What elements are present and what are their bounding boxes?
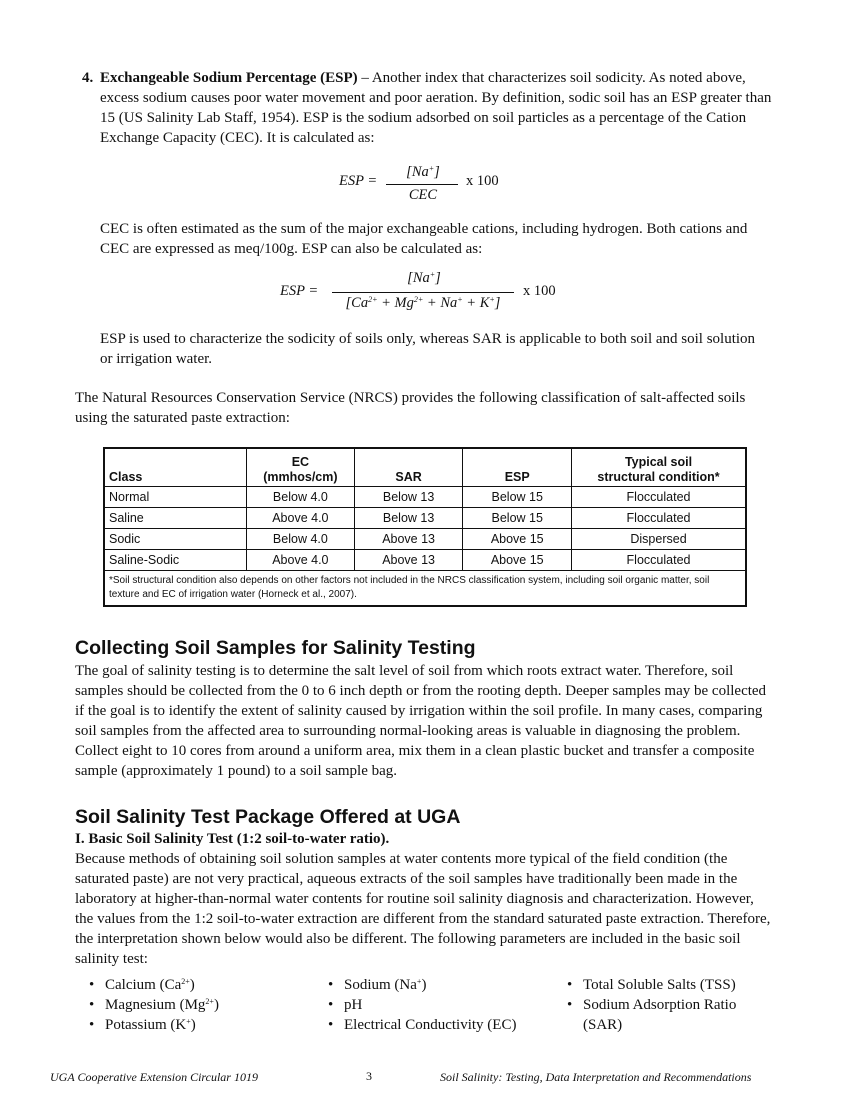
table-header-row <box>104 448 746 487</box>
equation-denominator: $[Ca^{2+} + Mg^{2+} + Na^+ + K^+]$ <box>345 295 501 311</box>
column-header: EC (mmhos/cm) <box>246 448 354 487</box>
list-item: • Calcium $(Ca^{2+})$ <box>89 977 195 993</box>
list-item: • Magnesium $(Mg^{2+})$ <box>89 997 219 1013</box>
column-header: ESP <box>463 448 572 487</box>
table-footnote-row <box>104 571 746 607</box>
table-cell: Below 15 <box>463 508 572 529</box>
column-header: SAR <box>354 448 463 487</box>
equation-denominator: CEC <box>408 187 438 203</box>
equation-multiplier: x 100 <box>466 173 499 189</box>
nrcs-classification-table <box>103 447 747 607</box>
table-cell: Above 13 <box>354 529 463 550</box>
table-cell: Above 15 <box>463 550 572 571</box>
table-cell: Above 4.0 <box>246 550 354 571</box>
table-cell: Normal <box>104 487 246 508</box>
table-row <box>104 529 746 550</box>
table-cell: Flocculated <box>572 487 746 508</box>
basic-test-subheading: I. Basic Soil Salinity Test (1:2 soil-to-water ratio). <box>75 831 390 847</box>
table-footnote: *Soil structural condition also depends on other factors not included in the NRCS classification system, including soil organic matter, soil texture and EC of irrigation water (Horneck et al., 2007). <box>104 571 746 607</box>
list-item: • Total Soluble Salts (TSS) <box>567 977 736 993</box>
equation-lhs: ESP = <box>339 173 378 189</box>
esp-term: Exchangeable Sodium Percentage (ESP) <box>100 70 358 86</box>
column-header: Typical soil structural condition* <box>572 448 746 487</box>
table-cell: Saline-Sodic <box>104 550 246 571</box>
tss-label: Total Soluble Salts (TSS) <box>583 977 736 993</box>
item-number: 4. <box>82 70 94 86</box>
table-row <box>104 487 746 508</box>
esp-intro: – Another index that characterizes soil sodicity. As noted above, excess sodium causes poor water movement and poor aeration. By definition, sodic soil has an ESP greater than 15 (US Salinity Lab Staff, 1954). ESP is the sodium adsorbed on soil particles as a percentage of the Cation Exchange Capacity (CEC). It is calculated as: <box>100 70 772 146</box>
table-cell: Above 15 <box>463 529 572 550</box>
esp-use-paragraph: ESP is used to characterize the sodicity of soils only, whereas SAR is applicable to both soil and soil solution or irrigation water. <box>100 331 756 367</box>
list-item: • Sodium (Na+) <box>328 977 427 993</box>
equation-multiplier: x 100 <box>523 283 556 299</box>
table-cell: Below 4.0 <box>246 529 354 550</box>
ph-label: pH <box>344 997 363 1013</box>
list-item: • pH <box>328 997 363 1013</box>
parameter-list-2 <box>328 975 558 1035</box>
table-cell: Below 15 <box>463 487 572 508</box>
equation-numerator: [Na+] <box>407 270 441 286</box>
collecting-heading: Collecting Soil Samples for Salinity Testing <box>75 637 476 659</box>
fraction-bar <box>332 292 514 293</box>
parameter-list-3 <box>567 975 777 1035</box>
table-cell: Flocculated <box>572 508 746 529</box>
page-number: 3 <box>366 1069 372 1083</box>
table-row <box>104 508 746 529</box>
equation-numerator: [Na+] <box>406 164 440 180</box>
table-row <box>104 550 746 571</box>
collecting-paragraph: The goal of salinity testing is to determine the salt level of soil from which roots extract water. Therefore, soil samples should be collected from the 0 to 6 inch depth or from the rooting depth. Deeper samples may be collected if the goal is to identify the extent of salinity caused by irrigation within the soil profile. In many cases, comparing soil samples from the affected area to surrounding normal-looking areas is valuable in diagnosing the problem. Collect eight to 10 cores from around a uniform area, mix them in a clean plastic bucket and transfer a composite sample (approximately 1 pound) to a soil sample bag. <box>75 663 767 779</box>
table-cell: Saline <box>104 508 246 529</box>
table-cell: Above 4.0 <box>246 508 354 529</box>
nrcs-intro: The Natural Resources Conservation Service (NRCS) provides the following classification of salt-affected soils using the saturated paste extraction: <box>75 390 746 426</box>
list-item: • Sodium Adsorption Ratio (SAR) <box>567 997 737 1033</box>
cec-paragraph: CEC is often estimated as the sum of the major exchangeable cations, including hydrogen. Both cations and CEC are expressed as meq/100g. ESP can also be calculated as: <box>100 221 748 257</box>
footer-right: Soil Salinity: Testing, Data Interpretation and Recommendations <box>440 1070 752 1084</box>
column-header: Class <box>104 448 246 487</box>
package-paragraph: Because methods of obtaining soil solution samples at water contents more typical of the field condition (the saturated paste) are not very practical, aqueous extracts of the soil samples have traditionally been made in the laboratory at higher-than-normal water contents for routine soil salinity diagnosis and characterization. However, the values from the 1:2 soil-to-water extraction are different from the standard saturated paste extraction. Therefore, the interpretation shown below would also be different. The following parameters are included in the basic soil salinity test: <box>75 851 771 967</box>
table-cell: Above 13 <box>354 550 463 571</box>
list-item: • Electrical Conductivity (EC) <box>328 1017 517 1033</box>
list-item: • Potassium (K+) <box>89 1017 196 1033</box>
table-cell: Below 13 <box>354 508 463 529</box>
fraction-bar <box>386 184 458 185</box>
sar-label: Sodium Adsorption Ratio (SAR) <box>583 997 737 1033</box>
parameter-list-1 <box>89 975 289 1035</box>
table-cell: Below 13 <box>354 487 463 508</box>
table-cell: Dispersed <box>572 529 746 550</box>
package-heading: Soil Salinity Test Package Offered at UGA <box>75 806 461 828</box>
table-cell: Sodic <box>104 529 246 550</box>
table-cell: Below 4.0 <box>246 487 354 508</box>
table-cell: Flocculated <box>572 550 746 571</box>
esp-item <box>82 68 782 148</box>
ec-label: Electrical Conductivity (EC) <box>344 1017 517 1033</box>
equation-lhs: ESP = <box>280 283 319 299</box>
footer-left: UGA Cooperative Extension Circular 1019 <box>50 1070 258 1084</box>
